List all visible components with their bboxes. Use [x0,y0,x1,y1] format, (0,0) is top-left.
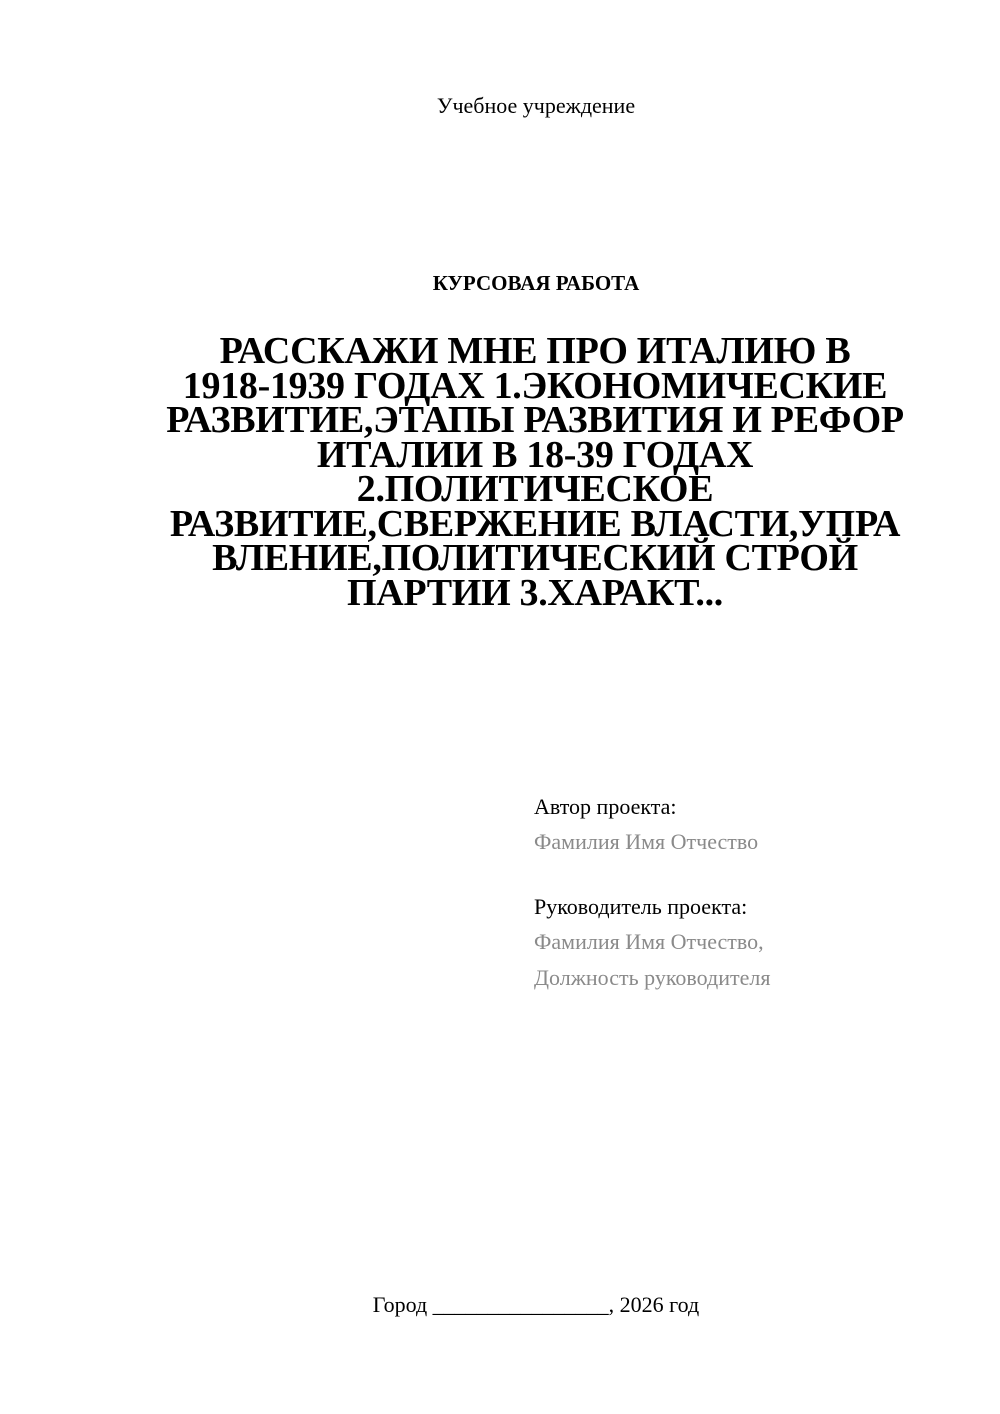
supervisor-label: Руководитель проекта: [534,894,748,919]
title-line: ПАРТИИ 3.ХАРАКТ... [346,571,723,614]
document-type: КУРСОВАЯ РАБОТА [432,271,640,295]
info-spacer [534,860,964,890]
document-title [140,330,930,614]
title-line: РАЗВИТИЕ,ЭТАПЫ РАЗВИТИЯ И РЕФОР [166,399,904,441]
supervisor-name: Фамилия Имя Отчество, [534,929,764,954]
institution-name: Учебное учреждение [436,93,636,118]
author-label: Автор проекта: [534,794,677,819]
project-info [534,790,964,996]
author-name: Фамилия Имя Отчество [534,829,759,854]
supervisor-position: Должность руководителя [534,965,771,990]
city-year-footer: Город ________________, 2026 год [372,1292,700,1317]
title-line: РАЗВИТИЕ,СВЕРЖЕНИЕ ВЛАСТИ,УПРА [169,502,901,545]
title-line: ИТАЛИИ В 18-39 ГОДАХ [316,433,754,476]
title-line: 1918-1939 ГОДАХ 1.ЭКОНОМИЧЕСКИЕ [182,364,888,407]
title-line: ВЛЕНИЕ,ПОЛИТИЧЕСКИЙ СТРОЙ [212,537,858,579]
title-line: 2.ПОЛИТИЧЕСКОЕ [356,468,714,510]
title-line: РАССКАЖИ МНЕ ПРО ИТАЛИЮ В [219,330,851,372]
